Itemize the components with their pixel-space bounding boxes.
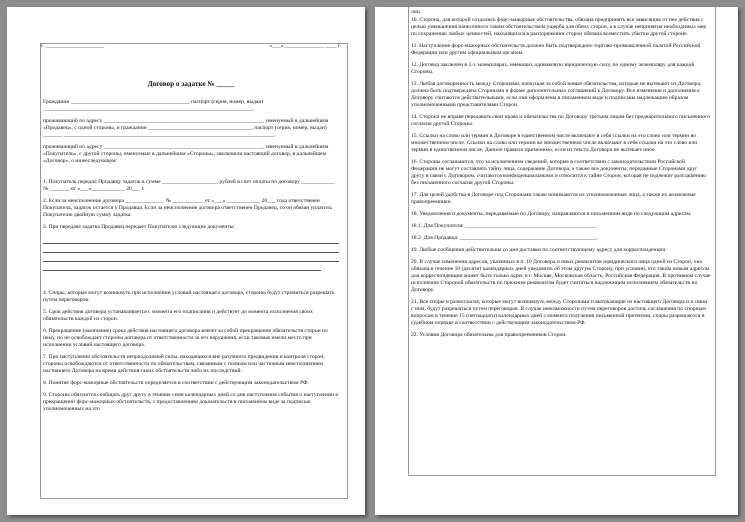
clause-22: 22. Условия Договора обязательны для правопреемников Сторон. (411, 332, 567, 338)
clause-16: 16. Стороны соглашаются, что за исключением сведений, которые в соответствии с законодательством Российской Федерации не могут составлять тайну лица, содержание Договора, а также все документы, переданные Сторонами друг другу в связи с Договором, считаются конфиденциальными и относятся к тайне Сторон, которая не подлежит разглашению без письменного согласия другой Стороны. (411, 159, 707, 186)
blank-line (43, 254, 339, 262)
clause-11: 11. Наступление форс-мажорных обстоятельств должно быть подтверждено торгово-промышленной палатой Российской Федерации или другим официальным органом. (411, 43, 701, 56)
clause-9: 9. Стороны обязуются сообщать друг другу в течение семи календарных дней со дня наступления события о наступлении и прекращении форс-мажорных обстоятельств, с предоставлением доказательств в письменном виде за подписью уполномоченных на это (43, 392, 339, 412)
clause-21: 21. Все споры и разногласия, которые могут возникнуть между Сторонами и вытекающие из настоящего Договора и в связи с ним, будут разрешаться путем переговоров. В случае невозможности путем переговоров достичь соглашения по спорным вопросам в течение 15 (пятнадцати) календарных дней с момента получения письменной претензии, споры разрешаются в судебном порядке в соответствии с действующим законодательством РФ. (411, 299, 708, 326)
clause-4: 4. Споры, которые могут возникнуть при исполнении условий настоящего договора, стороны будут стремиться разрешать путем переговоров. (43, 290, 335, 303)
document-body (411, 9, 711, 344)
clause-7: 7. При наступлении обстоятельств непреодолимой силы, находящихся вне разумного предвидения и контроля сторон, стороны освобождаются от ответственности по обязательствам, связанным с полным или частичным неисполнением настоящего Договора на время действия таких обстоятельств либо их последствий. (43, 354, 325, 374)
clause-12: 12. Договор заключен в 2-х экземплярах, имеющих одинаковую юридическую силу, по одному экземпляру для каждой Стороны. (411, 62, 695, 75)
clause-10: 10. Сторона, для которой создались форс-мажорные обстоятельства, обязана предпринять все зависящие от нее действия с целью уменьшения нанесенного таким обстоятельством ущерба для обеих сторон, а в случае непринятия необходимых мер по сохранению любых ценностей, находящихся в распоряжении сторон обязана возместить убытки другой стороне. (411, 17, 707, 37)
clause-18: 18. Уведомления и документы, передаваемые по Договору, направляются в письменном виде по следующим адресам: (411, 211, 692, 217)
document-page-1 (7, 7, 365, 515)
clause-14: 14. Сторона не вправе передавать свои права и обязательства по Договору третьим лицам без предварительного письменного согласия другой Стороны. (411, 114, 710, 127)
clause-20: 20. В случае изменения адресов, указанных в п. 19 Договора и иных реквизитов юридического лица одной из Сторон, она обязана в течение 10 (десяти) календарных дней уведомить об этом другую Сторону, при условии, что таким новым адресом для корреспонденции может быть только адрес в г. Москве, Московская область, Российская Федерация. В противном случае исполнение Стороной обязательств по прежним реквизитам будет считаться надлежащим исполнением обязательств по Договору. (411, 259, 711, 293)
blank-line (43, 245, 339, 253)
clause-19: 19. Любые сообщения действительны со дня доставки по соответствующему адресу для корреспонденции. (411, 247, 667, 253)
clause-6: 6. Прекращение (окончание) срока действия настоящего договора влечет за собой прекращение обязательств сторон по нему, но не освобождает стороны договора от ответственности за его нарушения, если таковые имели место при исполнении условий настоящего договора. (43, 328, 328, 348)
blank-line (43, 263, 321, 271)
party-seller: Гражданин __________________________________________, паспорт (серия, номер, выдан) ___________________________________________________________________________, (43, 99, 264, 112)
city-field: г. _____________________ (41, 43, 105, 49)
clause-17: 17. Для целей удобства в Договоре под Сторонами также понимаются их уполномоченные лица, а также их возможные правопреемники. (411, 192, 696, 205)
continuation-text: лиц. (411, 9, 422, 15)
clause-18-2: 18.2. Для Продавца: _________________________________________________. (411, 235, 599, 241)
clause-2: 2. Если за неисполнение договора ______________ № ___________ от «___» ____________ 20___ года ответственен Покупатель, задаток остается у Продавца. Если за неисполнение договора ответственен Продавец, то он обязан уплатить Покупателю двойную сумму задатка. (43, 198, 332, 218)
party-buyer: проживающий по адресу _________________________________________________________, именуемый в дальнейшем «Покупатель», с другой стороны, именуемые в дальнейшем «Стороны», заключили настоящий договор, в дальнейшем «Договор», о нижеследующем: (43, 144, 329, 164)
clause-5: 5. Срок действия договора устанавливается с момента его подписания и действует до момента исполнения своих обязательств каждой из сторон. (43, 309, 313, 322)
document-page-2 (375, 7, 738, 515)
document-body (43, 99, 339, 418)
clause-15: 15. Ссылки на слово или термин в Договоре в единственном числе включают в себя ссылки на это слово или термин во множественном числе. Ссылки на слово или термин во множественном числе включают в себя ссылки на это слово или термин в единственном числе. Данное правило применимо, если из текста Договора не вытекает иное. (411, 133, 698, 153)
party-seller-address: проживающий по адресу _________________________________________________________, именуемый в дальнейшем «Продавец», с одной стороны, и гражданин _____________________________________, паспорт (серия, номер, выдан) _______ ___________________________________________________________________________, (43, 118, 329, 138)
clause-1: 1. Покупатель передал Продавцу задаток в сумме ____________________ рублей в счет оплаты по договору ____________ № _______ от «___»____________ 20___ г. (43, 179, 335, 192)
clause-8: 8. Понятие форс-мажорные обстоятельств определяется в соответствии с действующим законодательством РФ. (43, 380, 309, 386)
date-field: «___» ______________ ____ г. (269, 43, 341, 49)
document-title: Договор о задатке № _____ (147, 80, 235, 88)
blank-line (43, 236, 339, 244)
clause-3: 3. При передаче задатка Продавец передает Покупателю следующие документы: (43, 224, 236, 230)
clause-13: 13. Любая договоренность между Сторонами, влекущая за собой новые обязательства, которые не вытекают из Договора, должна быть подтверждена Сторонами в форме дополнительных соглашений к Договору. Все изменения и дополнения к Договору считаются действительными, если они оформлены в письменном виде и подписаны надлежащим образом уполномоченными представителями Сторон. (411, 81, 702, 108)
clause-18-1: 18.1. Для Покупателя: _______________________________________________. (411, 223, 598, 229)
document-header (41, 43, 341, 49)
